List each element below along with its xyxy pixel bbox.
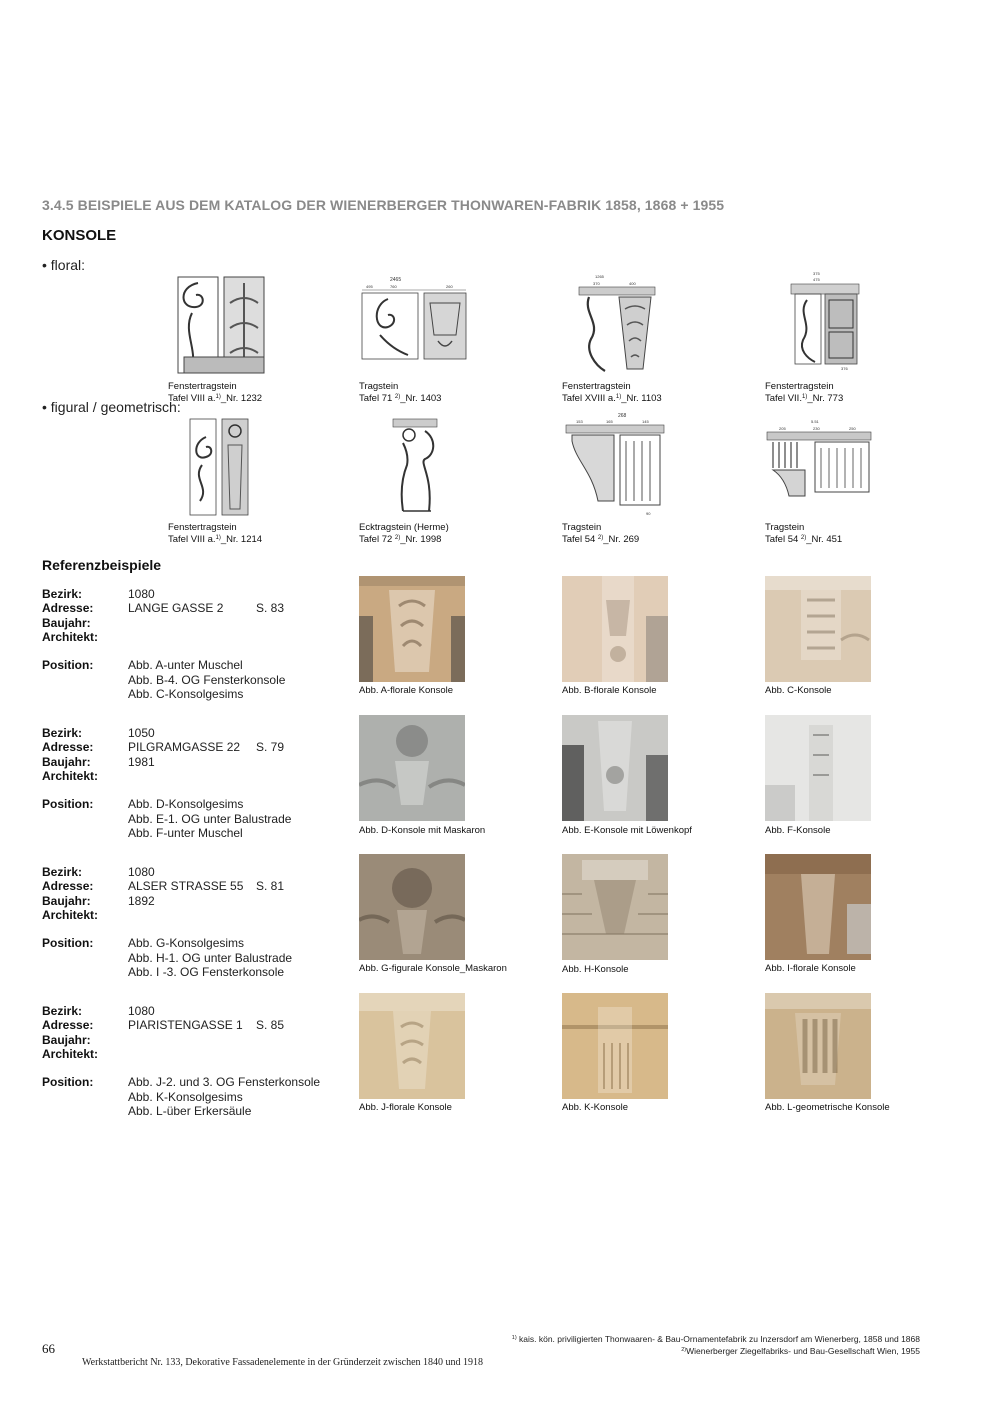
photo-k [562, 993, 668, 1099]
dimension-label: 5.51 [811, 419, 819, 424]
photo-f [765, 715, 871, 821]
photo-l [765, 993, 871, 1099]
catalog-drawing-773 [785, 270, 865, 374]
dimension-label: 165 [606, 419, 613, 424]
photo-caption-b: Abb. B-florale Konsole [562, 685, 657, 696]
footnote-2: $^{2)}$Wienerberger Ziegelfabriks- und Bau-Gesellschaft Wien, 1955 [681, 1346, 920, 1356]
category-floral-label: • floral: [42, 257, 86, 273]
reference-info-1: Bezirk: 1080 Adresse: LANGE GASSE 2 S. 83 Baujahr: Architekt: Position: Abb. A-unter Muschel Abb. B-4. OG Fensterkonsole Abb. C-Konsolgesims [42, 587, 286, 702]
dimension-label: 1265 [595, 274, 604, 279]
catalog-caption-773: Fenstertragstein Tafel VII.$^{1)}$_Nr. 773 [765, 381, 844, 404]
photo-caption-c: Abb. C-Konsole [765, 685, 832, 696]
catalog-drawing-1232 [170, 273, 270, 377]
dimension-label: 370 [593, 281, 600, 286]
photo-d [359, 715, 465, 821]
footer-publication: Werkstattbericht Nr. 133, Dekorative Fassadenelemente in der Gründerzeit zwischen 1840 und 1918 [82, 1357, 484, 1368]
dimension-label: 376 [841, 366, 848, 371]
page-number: 66 [42, 1341, 55, 1356]
footnote-1: $^{1)}$ kais. kön. priviligierten Thonwaaren- & Bau-Ornamentefabrik zu Inzersdorf am Wienerberg, 1858 und 1868 [511, 1334, 920, 1344]
catalog-drawing-1403 [358, 275, 470, 363]
photo-e [562, 715, 668, 821]
photo-caption-f: Abb. F-Konsole [765, 825, 831, 836]
dimension-label: 400 [629, 281, 636, 286]
catalog-caption-269: Tragstein Tafel 54 $^{2)}$_Nr. 269 [562, 522, 640, 545]
photo-h [562, 854, 668, 960]
photo-caption-d: Abb. D-Konsole mit Maskaron [359, 825, 486, 836]
photo-caption-e: Abb. E-Konsole mit Löwenkopf [562, 825, 692, 836]
photo-caption-h: Abb. H-Konsole [562, 964, 629, 975]
photo-caption-i: Abb. I-florale Konsole [765, 963, 856, 974]
catalog-caption-1403: Tragstein Tafel 71 $^{2)}$_Nr. 1403 [359, 381, 442, 404]
dimension-label: 90 [646, 511, 651, 516]
photo-j [359, 993, 465, 1099]
catalog-caption-1103: Fenstertragstein Tafel XVIII a.$^{1)}$_Nr. 1103 [562, 381, 662, 404]
dimension-label: 375 [813, 271, 820, 276]
catalog-drawing-269 [562, 411, 668, 519]
dimension-label: 2465 [390, 277, 402, 283]
section-heading: 3.4.5 BEISPIELE AUS DEM KATALOG DER WIENERBERGER THONWAREN-FABRIK 1858, 1868 + 1955 [42, 197, 725, 213]
photo-caption-j: Abb. J-florale Konsole [359, 1102, 452, 1113]
category-figural-label: • figural / geometrisch: [42, 399, 181, 415]
dimension-label: 205 [779, 426, 786, 431]
reference-info-2: Bezirk: 1050 Adresse: PILGRAMGASSE 22 S. 79 Baujahr: 1981 Architekt: Position: Abb. D-Konsolgesims Abb. E-1. OG unter Balustrade Abb. F-unter Muschel [42, 726, 292, 841]
photo-caption-g: Abb. G-figurale Konsole_Maskaron [359, 963, 507, 974]
reference-info-4: Bezirk: 1080 Adresse: PIARISTENGASSE 1 S. 85 Baujahr: Architekt: Position: Abb. J-2. und 3. OG Fensterkonsole Abb. K-Konsolgesims Abb. L-über Erkersäule [42, 1004, 321, 1119]
photo-caption-l: Abb. L-geometrische Konsole [765, 1102, 890, 1113]
photo-caption-a: Abb. A-florale Konsole [359, 685, 454, 696]
dimension-label: 495 [366, 284, 373, 289]
dimension-label: 475 [813, 277, 820, 282]
photo-caption-k: Abb. K-Konsole [562, 1102, 629, 1113]
catalog-caption-451: Tragstein Tafel 54 $^{2)}$_Nr. 451 [765, 522, 843, 545]
catalog-drawing-1103 [575, 273, 659, 377]
photo-a [359, 576, 465, 682]
photo-b [562, 576, 668, 682]
section-title: KONSOLE [42, 227, 117, 244]
dimension-label: 153 [576, 419, 583, 424]
catalog-caption-1998: Ecktragstein (Herme) Tafel 72 $^{2)}$_Nr. 1998 [359, 522, 449, 545]
references-title: Referenzbeispiele [42, 557, 162, 573]
dimension-label: 145 [642, 419, 649, 424]
catalog-caption-1232: Fenstertragstein Tafel VIII a.$^{1)}$_Nr. 1232 [168, 381, 263, 404]
photo-c [765, 576, 871, 682]
photo-i [765, 854, 871, 960]
dimension-label: 268 [618, 413, 627, 419]
reference-info-3: Bezirk: 1080 Adresse: ALSER STRASSE 55 S. 81 Baujahr: 1892 Architekt: Position: Abb. G-Konsolgesims Abb. H-1. OG unter Balustrade Abb. I -3. OG Fensterkonsole [42, 865, 293, 980]
catalog-caption-1214: Fenstertragstein Tafel VIII a.$^{1)}$_Nr. 1214 [168, 522, 263, 545]
dimension-label: 760 [390, 284, 397, 289]
catalog-drawing-451 [765, 418, 873, 504]
dimension-label: 230 [813, 426, 820, 431]
dimension-label: 250 [849, 426, 856, 431]
catalog-drawing-1214 [186, 415, 252, 519]
photo-g [359, 854, 465, 960]
catalog-drawing-1998 [385, 415, 445, 519]
dimension-label: 260 [446, 284, 453, 289]
